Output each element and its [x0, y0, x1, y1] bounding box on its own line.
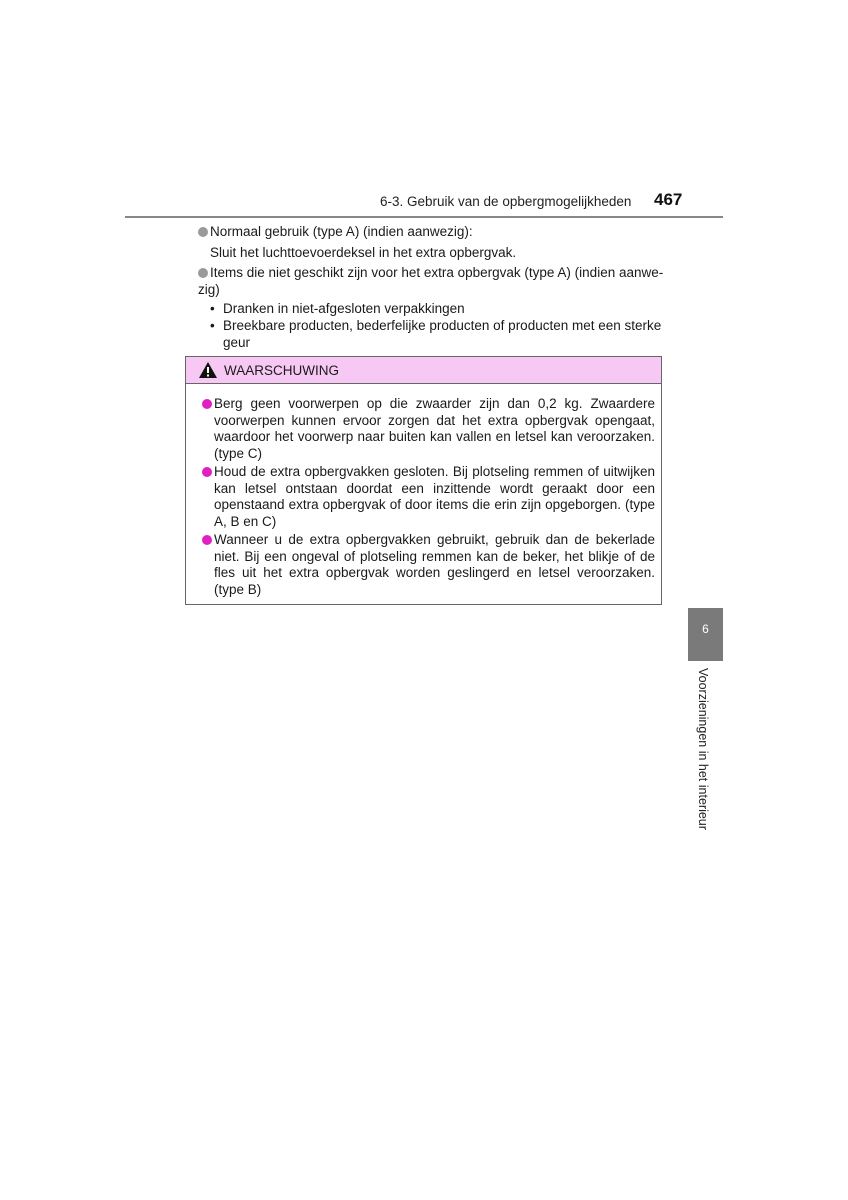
bullet-icon: • — [210, 301, 215, 317]
bullet-dot-icon — [198, 227, 208, 237]
list-item — [198, 224, 664, 241]
page-number: 467 — [654, 190, 683, 209]
bullet-dot-icon — [202, 467, 212, 477]
sub-list — [198, 301, 664, 351]
bullet-dot-icon — [202, 399, 212, 409]
warning-title: WAARSCHUWING — [224, 362, 339, 378]
sub-list-item: • Breekbare producten, bederfelijke producten of producten met een sterke geur — [210, 317, 662, 350]
chapter-number: 6 — [702, 622, 709, 636]
main-content — [198, 224, 664, 351]
warning-item: Wanneer u de extra opbergvakken gebruikt, gebruik dan de bekerlade niet. Bij een ongeval of plotseling remmen kan de beker, het blikje of de fles uit het extra opbergvak worden geslingerd en letsel veroorzaken. (type B) — [202, 532, 655, 598]
item-title-continued: zig) — [198, 281, 220, 297]
sub-list-item: • Dranken in niet-afgesloten verpakkingen — [210, 301, 465, 317]
bullet-icon: • — [210, 317, 215, 333]
bullet-dot-icon — [198, 268, 208, 278]
warning-item: Houd de extra opbergvakken gesloten. Bij plotseling remmen of uitwijken kan letsel ontstaan doordat een inzittende wordt geraakt door een openstaand extra opbergvak of door items die erin zijn opgeborgen. (type A, B en C) — [202, 464, 655, 530]
item-title: Items die niet geschikt zijn voor het extra opbergvak (type A) (indien aanwe- — [210, 265, 664, 281]
bullet-dot-icon — [202, 535, 212, 545]
chapter-tab — [688, 608, 723, 661]
list-item — [198, 265, 664, 282]
header-divider — [125, 216, 723, 218]
warning-item: Berg geen voorwerpen op die zwaarder zijn dan 0,2 kg. Zwaardere voorwerpen kunnen ervoor zorgen dat het extra opbergvak opengaat, waardoor het voorwerp naar buiten kan vallen en letsel kan veroorzaken. (type C) — [202, 396, 655, 462]
warning-triangle-icon — [198, 361, 218, 379]
section-title: 6-3. Gebruik van de opbergmogelijkheden — [380, 194, 632, 209]
warning-body — [186, 384, 661, 598]
chapter-title: Voorzieningen in het interieur — [696, 668, 710, 830]
item-text: Sluit het luchttoevoerdeksel in het extra opbergvak. — [210, 244, 517, 260]
warning-header — [186, 357, 661, 384]
warning-box — [185, 356, 662, 605]
item-title: Normaal gebruik (type A) (indien aanwezig): — [210, 224, 473, 239]
